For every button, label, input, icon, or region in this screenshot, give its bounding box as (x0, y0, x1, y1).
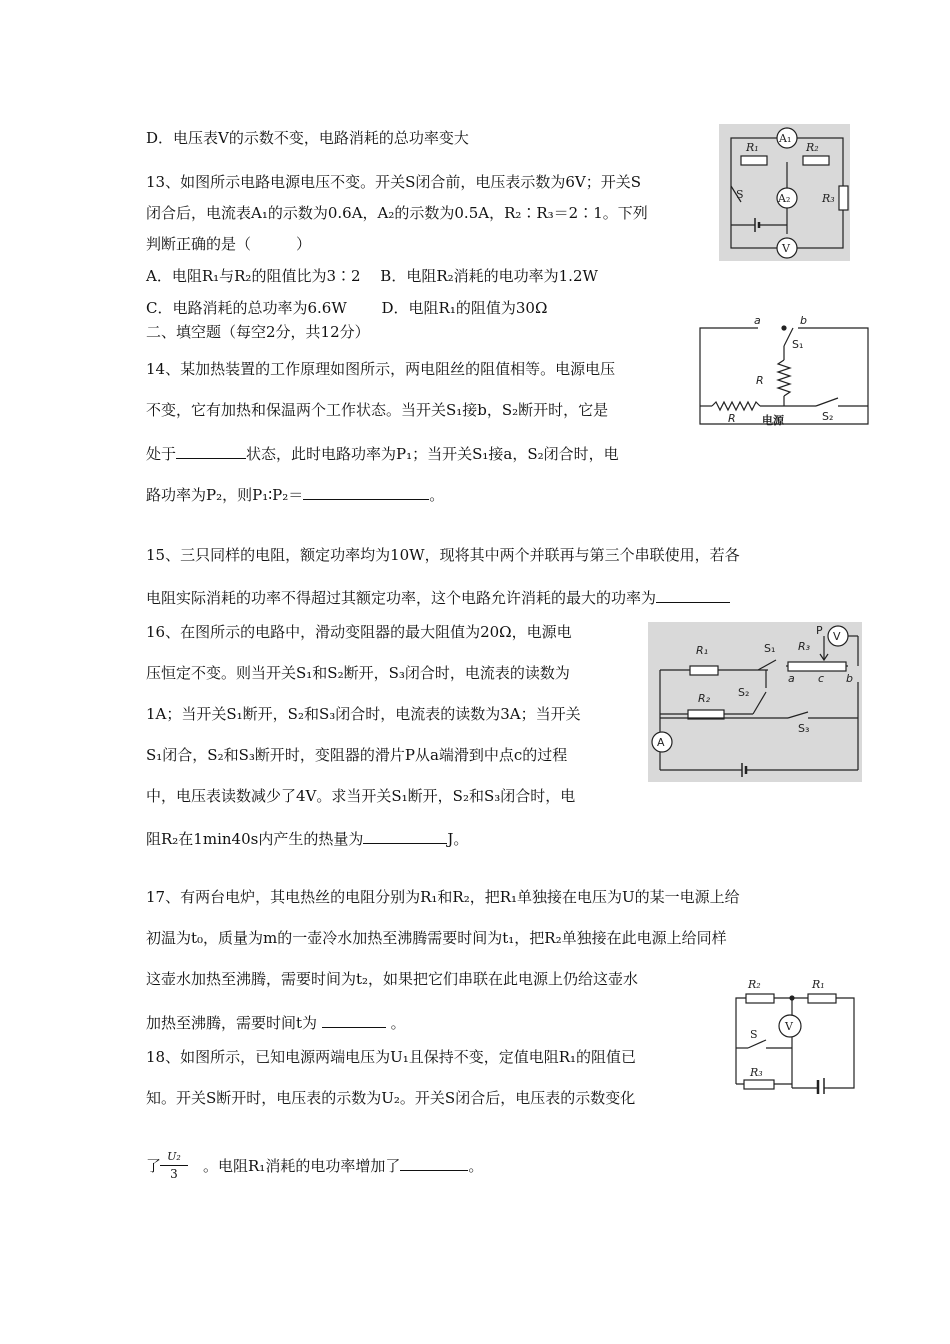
q16-terminal-c-label: c (818, 672, 825, 685)
q16-terminal-a-label: a (788, 672, 795, 685)
q13-ammeter-a1-label: A₁ (779, 132, 792, 145)
q18-line2: 知。开关S断开时，电压表的示数为U₂。开关S闭合后，电压表的示数变化 (146, 1089, 636, 1107)
q16-circuit-figure (648, 622, 862, 782)
fraction-denominator: 3 (170, 1167, 178, 1181)
q13-switch-label: S (736, 188, 744, 201)
q16-r2-label: R₂ (698, 692, 711, 705)
q13-options-ab: A．电阻R₁与R₂的阻值比为3∶2 B．电阻R₂消耗的电功率为1.2W (146, 267, 598, 285)
fraction-numerator: U₂ (167, 1150, 181, 1163)
q18-text-b: 。电阻R₁消耗的电功率增加了 (203, 1157, 401, 1175)
q14-terminal-b-label: b (800, 314, 807, 327)
q16-r1-label: R₁ (696, 644, 709, 657)
q16-blank-heat[interactable] (363, 827, 447, 844)
q18-r1-label: R₁ (812, 978, 825, 991)
q18-voltmeter-label: V (785, 1020, 793, 1033)
q14-source-label: 电源 (762, 414, 784, 427)
q13-line3: 判断正确的是（ ） (146, 235, 312, 253)
q14-line1: 14、某加热装置的工作原理如图所示，两电阻丝的阻值相等。电源电压 (146, 360, 616, 378)
q17-end: 。 (385, 1014, 406, 1032)
q16-r3-label: R₃ (798, 640, 811, 653)
q16-line1: 16、在图所示的电路中，滑动变阻器的最大阻值为20Ω，电源电 (146, 623, 572, 641)
q15-blank-power[interactable] (656, 586, 730, 603)
q18-switch-label: S (750, 1028, 758, 1041)
q14-r-horizontal-label: R (728, 412, 736, 425)
q18-r2-label: R₂ (748, 978, 761, 991)
q16-s2-label: S₂ (738, 686, 750, 699)
q16-unit: J。 (447, 830, 469, 848)
q14-blank-state[interactable] (176, 442, 246, 459)
q14-blank-ratio[interactable] (303, 483, 429, 500)
q16-line4: S₁闭合，S₂和S₃断开时，变阻器的滑片P从a端滑到中点c的过程 (146, 746, 568, 764)
q16-voltmeter-label: V (833, 630, 841, 643)
q16-text: 阻R₂在1min40s内产生的热量为 (146, 830, 364, 848)
q18-text-a: 了 (146, 1157, 162, 1175)
q14-circuit-figure (698, 312, 870, 437)
q18-circuit-figure (722, 974, 858, 1094)
fraction-bar (160, 1165, 188, 1166)
q13-ammeter-a2-label: A₂ (778, 192, 791, 205)
q18-blank-power[interactable] (400, 1154, 468, 1171)
q14-text-d: 。 (429, 486, 445, 504)
option-d-text: D．电压表V的示数不变，电路消耗的总功率变大 (146, 129, 469, 147)
q13-line2: 闭合后，电流表A₁的示数为0.6A，A₂的示数为0.5A，R₂∶R₃＝2∶1。下列 (146, 204, 648, 222)
q17-line3: 这壶水加热至沸腾，需要时间为t₂，如果把它们串联在此电源上仍给这壶水 (146, 970, 639, 988)
q15-text: 电阻实际消耗的功率不得超过其额定功率，这个电路允许消耗的最大的功率为 (146, 589, 657, 607)
q13-r3-label: R₃ (822, 192, 835, 205)
q14-s1-label: S₁ (792, 338, 804, 351)
q18-line3 (146, 1154, 483, 1176)
q13-circuit-figure (719, 124, 850, 261)
q16-s1-label: S₁ (764, 642, 776, 655)
q18-line1: 18、如图所示，已知电源两端电压为U₁且保持不变，定值电阻R₁的阻值已 (146, 1048, 637, 1066)
q14-text-b: 状态，此时电路功率为P₁；当开关S₁接a，S₂闭合时，电 (246, 445, 619, 463)
q13-r1-label: R₁ (746, 141, 759, 154)
q14-r-vertical-label: R (756, 374, 764, 387)
q16-s3-label: S₃ (798, 722, 810, 735)
q17-line2: 初温为t₀，质量为m的一壶冷水加热至沸腾需要时间为t₁，把R₂单独接在此电源上给同样 (146, 929, 727, 947)
q13-options-cd: C．电路消耗的总功率为6.6W D．电阻R₁的阻值为30Ω (146, 299, 548, 317)
q16-line6 (146, 827, 468, 849)
q18-r3-label: R₃ (750, 1066, 763, 1079)
q14-text-a: 处于 (146, 445, 177, 463)
q15-line2 (146, 586, 730, 608)
q16-line3: 1A；当开关S₁断开，S₂和S₃闭合时，电流表的读数为3A；当开关 (146, 705, 581, 723)
q16-terminal-b-label: b (846, 672, 853, 685)
q15-line1: 15、三只同样的电阻，额定功率均为10W，现将其中两个并联再与第三个串联使用，若各 (146, 546, 740, 564)
q14-line2: 不变，它有加热和保温两个工作状态。当开关S₁接b，S₂断开时，它是 (146, 401, 609, 419)
q14-line4 (146, 483, 444, 505)
q14-terminal-a-label: a (754, 314, 761, 327)
q17-line1: 17、有两台电炉，其电热丝的电阻分别为R₁和R₂，把R₁单独接在电压为U的某一电源上给 (146, 888, 740, 906)
q16-line2: 压恒定不变。则当开关S₁和S₂断开，S₃闭合时，电流表的读数为 (146, 664, 570, 682)
q13-line1: 13、如图所示电路电源电压不变。开关S闭合前，电压表示数为6V；开关S (146, 173, 642, 191)
q16-line5: 中，电压表读数减少了4V。求当开关S₁断开，S₂和S₃闭合时，电 (146, 787, 576, 805)
section-2-heading: 二、填空题（每空2分，共12分） (146, 323, 370, 341)
q14-line3 (146, 442, 619, 464)
q14-text-c: 路功率为P₂，则P₁∶P₂＝ (146, 486, 304, 504)
q18-end: 。 (468, 1157, 484, 1175)
fraction-u2-over-3 (158, 1150, 190, 1181)
q16-ammeter-label: A (657, 736, 665, 749)
q17-text: 加热至沸腾，需要时间t为 (146, 1014, 322, 1032)
q17-blank-time[interactable] (322, 1011, 386, 1028)
q16-slider-p-label: P (816, 624, 823, 637)
q14-s2-label: S₂ (822, 410, 834, 423)
q13-r2-label: R₂ (806, 141, 819, 154)
q17-line4 (146, 1011, 406, 1033)
q13-voltmeter-label: V (782, 242, 790, 255)
